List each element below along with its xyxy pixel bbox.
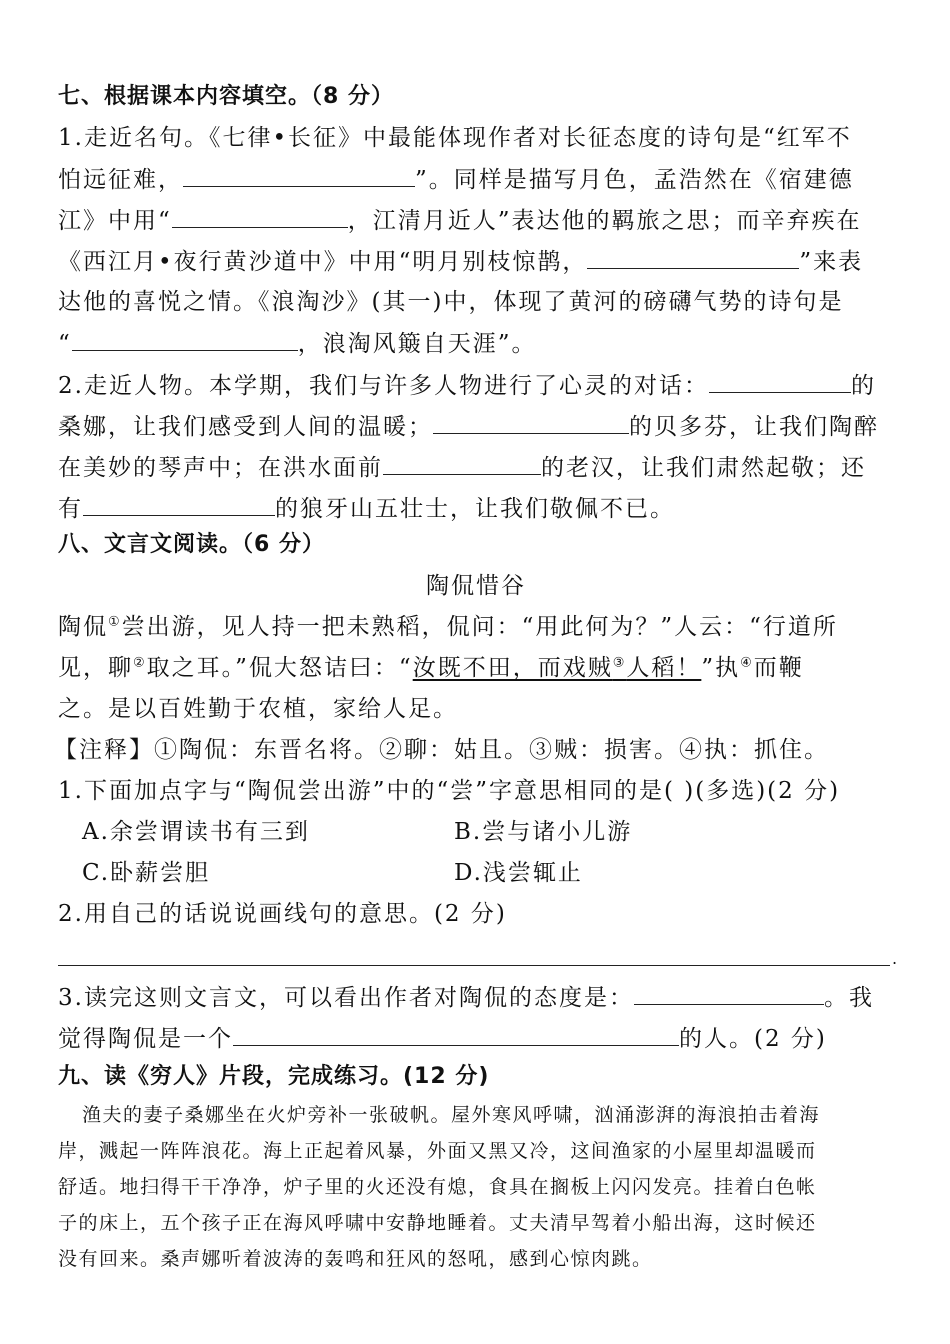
text: 觉得陶侃是一个 xyxy=(58,1026,233,1052)
text: ，浪淘风簸自天涯”。 xyxy=(297,331,537,357)
text: “ xyxy=(58,331,72,357)
s7-q2-line1 xyxy=(58,370,876,401)
text: ”来表 xyxy=(799,249,864,275)
fill-blank-1[interactable] xyxy=(183,164,415,187)
option-b[interactable]: B.尝与诸小儿游 xyxy=(454,819,633,845)
text: 而鞭 xyxy=(753,655,804,681)
section-7-heading: 七、根据课本内容填空。（8 分） xyxy=(58,84,394,109)
text: 的老汉，让我们肃然起敬；还 xyxy=(541,455,866,481)
fill-blank-7[interactable] xyxy=(383,452,541,475)
s7-q1-line4 xyxy=(58,246,863,277)
s7-q2-line4 xyxy=(58,493,675,524)
s8-q1-stem: 1.下面加点字与“陶侃尝出游”中的“尝”字意思相同的是( )(多选)(2 分) xyxy=(58,778,841,804)
text: 怕远征难， xyxy=(58,167,183,193)
reading-line2: 岸，溅起一阵阵浪花。海上正起着风暴，外面又黑又冷，这间渔家的小屋里却温暖而 xyxy=(58,1140,817,1162)
s8-q3-line2 xyxy=(58,1023,827,1054)
reading-line1: 渔夫的妻子桑娜坐在火炉旁补一张破帆。屋外寒风呼啸，汹涌澎湃的海浪拍击着海 xyxy=(82,1104,821,1126)
fill-blank-2[interactable] xyxy=(172,205,348,228)
text: 《西江月•夜行黄沙道中》中用“明月别枝惊鹊， xyxy=(58,249,588,275)
text: 。我 xyxy=(823,985,874,1011)
fill-blank-9[interactable] xyxy=(634,982,824,1005)
fill-blank-6[interactable] xyxy=(433,411,629,434)
passage-line3: 之。是以百姓勤于农植，家给人足。 xyxy=(58,696,458,722)
s8-q2-stem: 2.用自己的话说说画线句的意思。(2 分) xyxy=(58,901,507,927)
fill-blank-8[interactable] xyxy=(83,493,275,516)
text: 尝出游，见人持一把未熟稻，侃问：“用此何为？”人云：“行道所 xyxy=(121,614,838,640)
note-marker-1: ① xyxy=(108,614,122,630)
reading-line5: 没有回来。桑声娜听着波涛的轰鸣和狂风的怒吼，感到心惊肉跳。 xyxy=(58,1248,653,1270)
text: 的人。(2 分) xyxy=(679,1026,827,1052)
fill-blank-10[interactable] xyxy=(233,1023,679,1046)
reading-line3: 舒适。地扫得干干净净，炉子里的火还没有熄，食具在搁板上闪闪发亮。挂着白色帐 xyxy=(58,1176,817,1198)
reading-line4: 子的床上，五个孩子正在海风呼啸中安静地睡着。丈夫清早驾着小船出海，这时候还 xyxy=(58,1212,817,1234)
s7-q1-line3 xyxy=(58,205,862,236)
option-a[interactable]: A.余尝谓读书有三到 xyxy=(82,819,310,845)
s8-q3-line1 xyxy=(58,982,874,1013)
s7-q2-line3 xyxy=(58,452,866,483)
passage-title: 陶侃惜谷 xyxy=(426,573,526,599)
text: 的 xyxy=(850,373,876,399)
note-marker-4: ④ xyxy=(740,655,754,671)
text: 桑娜，让我们感受到人间的温暖； xyxy=(58,414,433,440)
fill-blank-5[interactable] xyxy=(709,370,851,393)
section-8-heading: 八、文言文阅读。（6 分） xyxy=(58,532,325,557)
text: 陶侃 xyxy=(58,614,108,640)
annotation-notes: 【注释】①陶侃：东晋名将。②聊：姑且。③贼：损害。④执：抓住。 xyxy=(54,737,829,763)
text: 3.读完这则文言文，可以看出作者对陶侃的态度是： xyxy=(58,985,634,1011)
answer-line[interactable] xyxy=(58,965,890,966)
answer-end-dot: . xyxy=(892,949,900,968)
text: 在美妙的琴声中；在洪水面前 xyxy=(58,455,383,481)
text: 取之耳。”侃大怒诘曰：“ xyxy=(146,655,413,681)
s7-q1-line2 xyxy=(58,164,854,195)
text: 的狼牙山五壮士，让我们敬佩不已。 xyxy=(275,496,675,522)
passage-line1 xyxy=(58,612,838,642)
text: 见，聊 xyxy=(58,655,133,681)
s7-q2-line2 xyxy=(58,411,879,442)
text: 江》中用“ xyxy=(58,208,172,234)
s7-q1-line1: 1.走近名句。《七律•长征》中最能体现作者对长征态度的诗句是“红军不 xyxy=(58,125,852,151)
fill-blank-4[interactable] xyxy=(72,328,298,351)
passage-line2 xyxy=(58,653,804,683)
fill-blank-3[interactable] xyxy=(587,246,799,269)
underlined-sentence xyxy=(413,655,702,681)
section-9-heading: 九、读《穷人》片段，完成练习。(12 分) xyxy=(58,1064,490,1089)
text: 汝既不田，而戏贼 xyxy=(412,655,613,681)
text: ，江清月近人”表达他的羁旅之思；而辛弃疾在 xyxy=(347,208,862,234)
text: 2.走近人物。本学期，我们与许多人物进行了心灵的对话： xyxy=(58,373,709,399)
option-c[interactable]: C.卧薪尝胆 xyxy=(82,860,211,886)
text: ”。同样是描写月色，孟浩然在《宿建德 xyxy=(415,167,854,193)
text: ”执 xyxy=(701,655,741,681)
s7-q1-line6 xyxy=(58,328,537,359)
note-marker-2: ② xyxy=(133,655,147,671)
text: 的贝多芬，让我们陶醉 xyxy=(629,414,879,440)
text: 有 xyxy=(58,496,83,522)
option-d[interactable]: D.浅尝辄止 xyxy=(454,860,583,886)
note-marker-3: ③ xyxy=(612,655,627,671)
s7-q1-line5: 达他的喜悦之情。《浪淘沙》(其一)中，体现了黄河的磅礴气势的诗句是 xyxy=(58,289,844,315)
text: 人稻！ xyxy=(626,655,702,681)
